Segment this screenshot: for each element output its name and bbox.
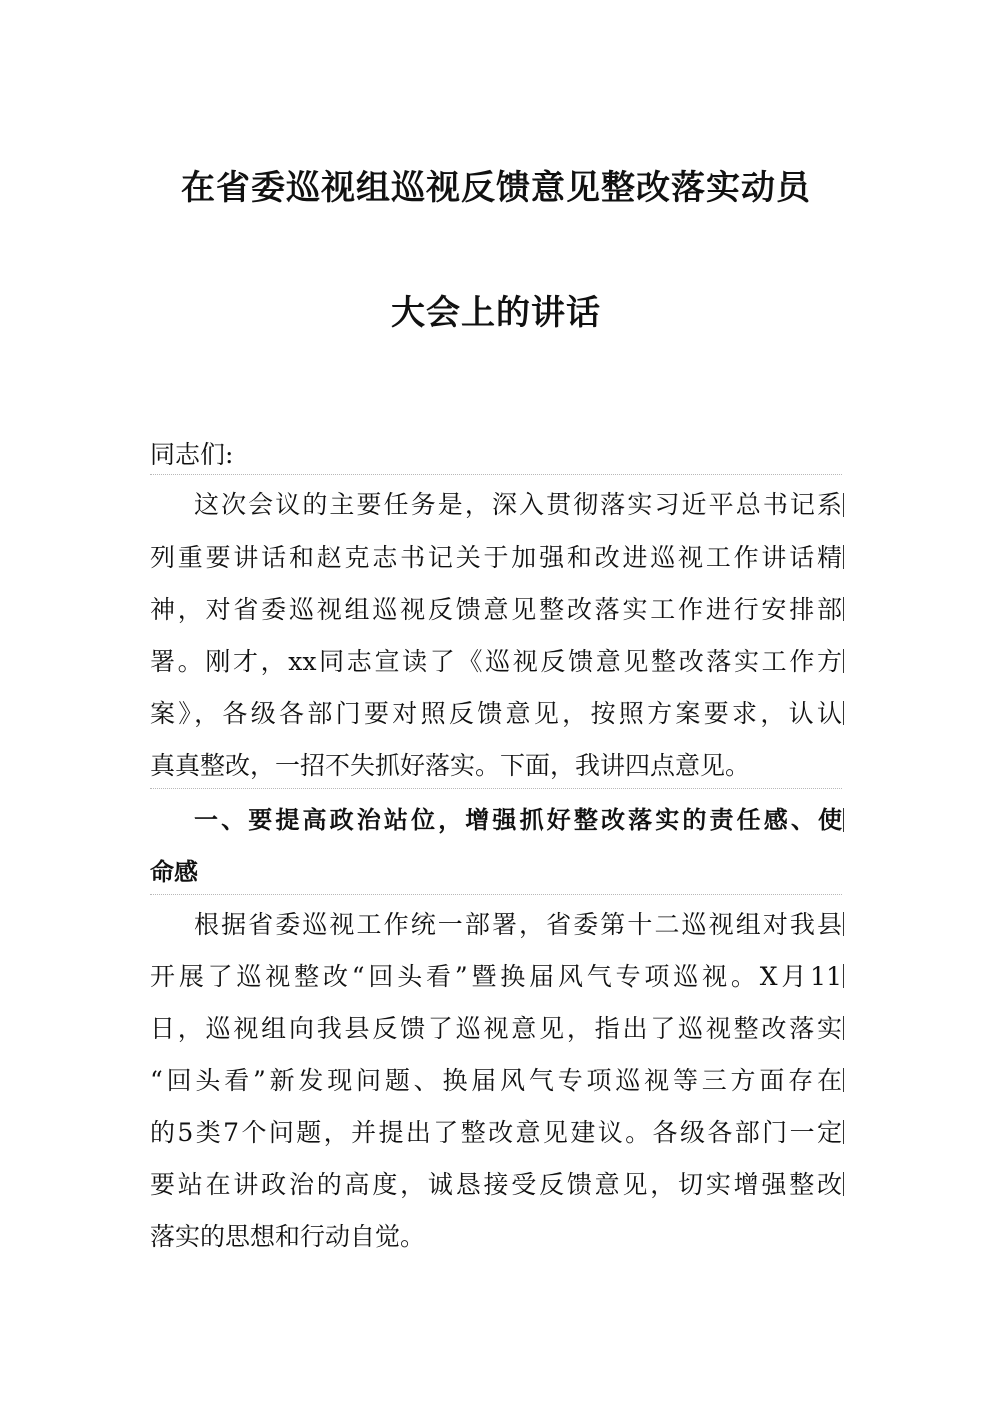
paragraph-divider [150, 474, 842, 475]
right-margin-marker [843, 597, 844, 621]
right-margin-marker [843, 649, 844, 673]
salutation: 同志们: [150, 440, 234, 469]
right-margin-marker [843, 1016, 844, 1040]
right-margin-marker [843, 912, 844, 936]
section-heading-1-line-2: 命感 [150, 858, 198, 886]
right-margin-marker [843, 1120, 844, 1144]
paragraph-1-line-5: 案》，各级各部门要对照反馈意见，按照方案要求，认认 [150, 699, 842, 728]
paragraph-2-line-1: 根据省委巡视工作统一部署，省委第十二巡视组对我县 [194, 910, 842, 939]
paragraph-1-line-6: 真真整改，一招不失抓好落实。下面，我讲四点意见。 [150, 751, 751, 780]
paragraph-1-line-3: 神，对省委巡视组巡视反馈意见整改落实工作进行安排部 [150, 595, 842, 624]
right-margin-marker [843, 1172, 844, 1196]
paragraph-1-line-1: 这次会议的主要任务是，深入贯彻落实习近平总书记系 [194, 490, 842, 519]
right-margin-marker [843, 964, 844, 988]
paragraph-2-line-4: “回头看”新发现问题、换届风气专项巡视等三方面存在 [150, 1066, 842, 1095]
section-heading-1-line-1: 一、要提高政治站位，增强抓好整改落实的责任感、使 [194, 806, 842, 834]
right-margin-marker [843, 1068, 844, 1092]
right-margin-marker [843, 701, 844, 725]
right-margin-marker [843, 545, 844, 569]
right-margin-marker [843, 808, 844, 832]
document-title-line-1: 在省委巡视组巡视反馈意见整改落实动员 [181, 168, 811, 208]
paragraph-2-line-7: 落实的思想和行动自觉。 [150, 1222, 426, 1251]
paragraph-2-line-6: 要站在讲政治的高度，诚恳接受反馈意见，切实增强整改 [150, 1170, 842, 1199]
paragraph-2-line-3: 日，巡视组向我县反馈了巡视意见，指出了巡视整改落实 [150, 1014, 842, 1043]
document-title-line-2: 大会上的讲话 [391, 293, 601, 333]
right-margin-marker [843, 493, 844, 517]
paragraph-divider [150, 788, 842, 789]
paragraph-2-line-5: 的5类7个问题，并提出了整改意见建议。各级各部门一定 [150, 1118, 842, 1147]
paragraph-1-line-2: 列重要讲话和赵克志书记关于加强和改进巡视工作讲话精 [150, 543, 842, 572]
paragraph-divider [150, 894, 842, 895]
paragraph-1-line-4: 署。刚才，xx同志宣读了《巡视反馈意见整改落实工作方 [150, 647, 842, 676]
paragraph-2-line-2: 开展了巡视整改“回头看”暨换届风气专项巡视。X月11 [150, 962, 842, 991]
